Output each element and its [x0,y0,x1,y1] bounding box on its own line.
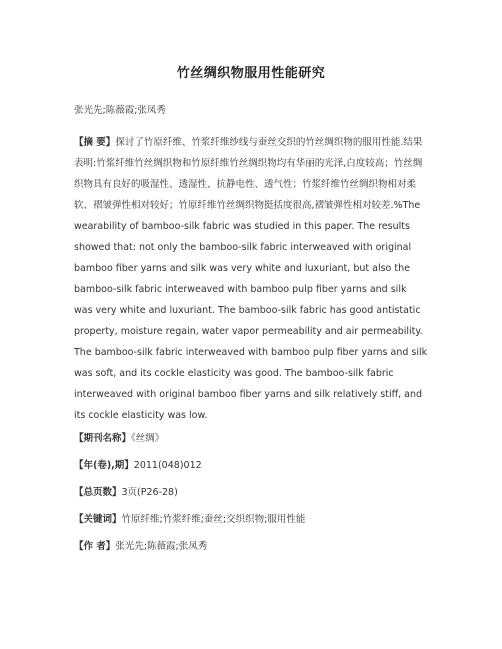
field-label: 【年(卷),期】 [74,460,134,471]
field-value: 2011(048)012 [133,460,202,471]
abstract-label: 【摘 要】 [74,137,116,148]
paper-title: 竹丝绸织物服用性能研究 [176,66,326,81]
field-value: 张光先;陈薇霞;张凤秀 [115,541,208,552]
field-authors [74,538,428,565]
field-label: 【期刊名称】 [74,433,132,444]
field-label: 【总页数】 [74,487,122,498]
field-value: 竹原纤维;竹浆纤维;蚕丝;交织织物;服用性能 [121,514,306,525]
field-value: 《丝绸》 [131,433,165,444]
field-label: 【作 者】 [74,541,116,552]
field-year-volume-issue [74,457,428,484]
field-total-pages [74,484,428,511]
field-keywords [74,511,428,538]
abstract-english-text: %The wearability of bamboo-silk fabric was studied in this paper. The results showed that: not only the bamboo-silk fabric interweaved with original bamboo fiber yarns and silk was very white and luxuriant, but also the bamboo-silk fabric interweaved with bamboo pulp fiber yarns and silk was very white and luxuriant. The bamboo-silk fabric has good antistatic property, moisture regain, water vapor permeability and air permeability. The bamboo-silk fabric interweaved with bamboo pulp fiber yarns and silk was soft, and its cockle elasticity was good. The bamboo-silk fabric interweaved with original bamboo fiber yarns and silk relatively stiff, and its cockle elasticity was low. [74,200,428,421]
abstract-chinese-text: 探讨了竹原纤维、竹浆纤维纱线与蚕丝交织的竹丝绸织物的服用性能.结果表明:竹浆纤维竹丝绸织物和竹原纤维竹丝绸织物均有华丽的光泽,白度较高；竹丝绸织物具有良好的吸湿性、透湿性、抗静电性、透气性；竹浆纤维竹丝绸织物相对柔软、褶皱弹性相对较好；竹原纤维竹丝绸织物挺括度很高,褶皱弹性相对较差. [74,137,423,211]
field-value: 3页(P26-28) [121,487,178,498]
abstract [74,132,428,426]
field-journal-name [74,430,428,457]
authors-line: 张光先;陈薇霞;张凤秀 [74,105,166,116]
field-label: 【关键词】 [74,514,122,525]
